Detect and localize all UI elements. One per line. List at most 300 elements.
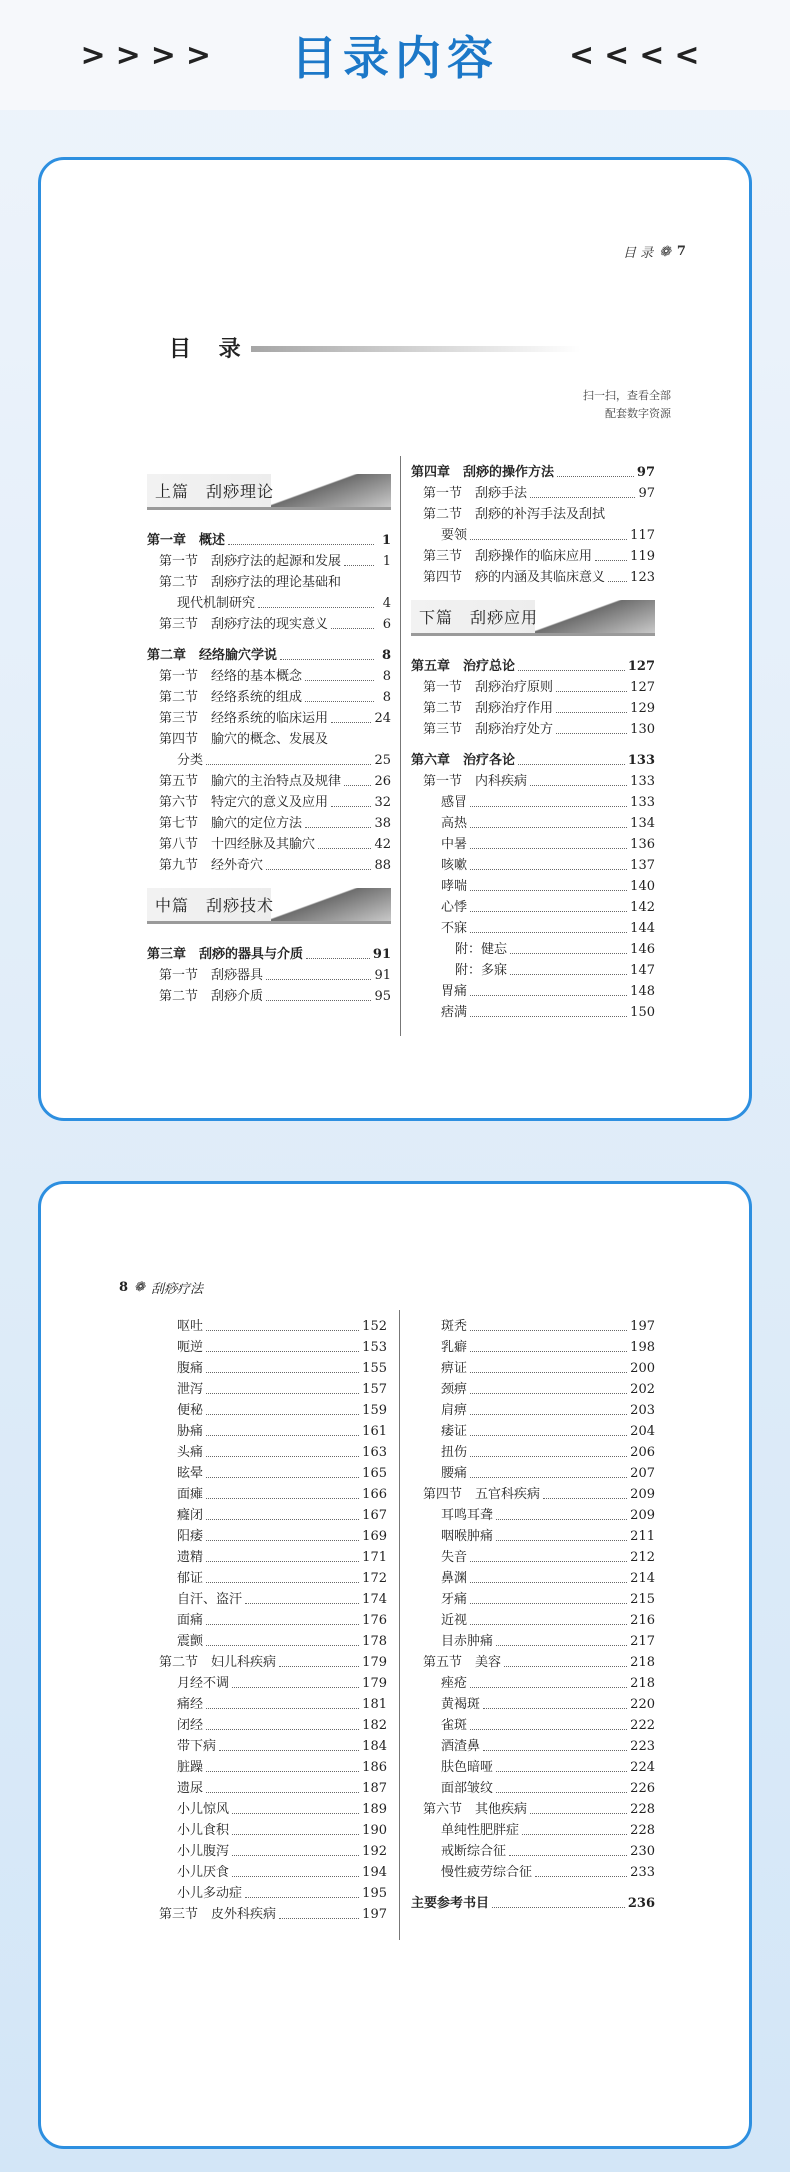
toc-entry-page: 212 (630, 1550, 655, 1565)
column-divider (400, 456, 401, 1036)
toc-entry-page: 165 (362, 1466, 387, 1481)
toc-entry-page: 6 (382, 617, 391, 632)
toc-entry-title: 第一节 刮痧手法 (423, 486, 528, 501)
toc-entry-page: 152 (362, 1319, 387, 1334)
dot-leader (206, 1708, 359, 1709)
toc-section-entry (147, 984, 391, 1005)
part-heading (147, 474, 391, 510)
dot-leader (266, 979, 371, 980)
toc-entry-page: 215 (630, 1592, 655, 1607)
toc-chapter-entry (411, 654, 655, 675)
toc-entry-page: 197 (362, 1907, 387, 1922)
toc-entry-title: 哮喘 (441, 879, 468, 894)
toc-entry-title: 痹证 (441, 1361, 468, 1376)
dot-leader (206, 1624, 359, 1625)
dot-leader (206, 1498, 359, 1499)
toc-entry-page: 147 (630, 963, 655, 978)
book-logo-icon: ❁ (134, 1280, 145, 1295)
toc-entry-title: 第二节 刮痧的补泻手法及刮拭 (423, 507, 606, 522)
dot-leader (219, 1750, 359, 1751)
dot-leader (206, 1729, 359, 1730)
toc-entry-title: 第三节 经络系统的临床运用 (159, 711, 329, 726)
running-head (119, 1278, 203, 1297)
dot-leader (496, 1645, 627, 1646)
toc-entry-continuation (147, 748, 391, 769)
toc-entry-title: 近视 (441, 1613, 468, 1628)
toc-entry-page: 129 (630, 701, 655, 716)
dot-leader (483, 1708, 627, 1709)
dot-leader (470, 1561, 627, 1562)
dot-leader (470, 1603, 627, 1604)
toc-chapter-entry (147, 528, 391, 549)
toc-topic-entry (411, 1713, 655, 1734)
toc-entry-title: 第四节 五官科疾病 (423, 1487, 541, 1502)
toc-entry-page: 91 (374, 968, 391, 983)
toc-section-entry (147, 811, 391, 832)
toc-entry-title: 小儿惊风 (177, 1802, 230, 1817)
dot-leader (206, 1477, 359, 1478)
toc-entry-page: 218 (630, 1676, 655, 1691)
running-head (623, 242, 686, 261)
toc-entry-page: 163 (362, 1445, 387, 1460)
toc-entry-page: 203 (630, 1403, 655, 1418)
toc-entry-page: 171 (362, 1550, 387, 1565)
toc-entry-title: 痤疮 (441, 1676, 468, 1691)
toc-entry-page: 148 (630, 984, 655, 999)
running-head-label: 刮痧疗法 (150, 1282, 203, 1297)
banner-title: 目录内容 (291, 31, 499, 85)
dot-leader (557, 476, 634, 477)
toc-entry-title: 牙痛 (441, 1592, 468, 1607)
toc-entry-page: 233 (630, 1865, 655, 1880)
toc-topic-entry (411, 790, 655, 811)
toc-entry-title: 带下病 (177, 1739, 217, 1754)
page-number: 8 (119, 1280, 129, 1295)
toc-topic-entry (411, 1356, 655, 1377)
dot-leader (470, 1582, 627, 1583)
toc-topic-entry (147, 1566, 387, 1587)
toc-section-entry (411, 544, 655, 565)
toc-entry-page: 198 (630, 1340, 655, 1355)
toc-entry-page: 88 (374, 858, 391, 873)
toc-topic-entry (411, 916, 655, 937)
toc-entry-page: 222 (630, 1718, 655, 1733)
toc-entry-title: 胁痛 (177, 1424, 204, 1439)
toc-entry-title: 第一节 刮痧治疗原则 (423, 680, 554, 695)
toc-entry-title: 附：健忘 (455, 942, 508, 957)
toc-topic-entry (411, 1398, 655, 1419)
toc-entry-title: 遗精 (177, 1550, 204, 1565)
toc-topic-entry (147, 1587, 387, 1608)
toc-entry-page: 144 (630, 921, 655, 936)
toc-topic-entry (411, 979, 655, 1000)
toc-entry-title: 戒断综合征 (441, 1844, 507, 1859)
toc-section-entry (411, 717, 655, 738)
toc-topic-entry (411, 1503, 655, 1524)
toc-topic-entry (411, 874, 655, 895)
toc-entry-page: 8 (382, 690, 391, 705)
toc-entry-title: 眩晕 (177, 1466, 204, 1481)
toc-entry-page: 167 (362, 1508, 387, 1523)
toc-entry-title: 阳痿 (177, 1529, 204, 1544)
toc-entry-title: 咽喉肿痛 (441, 1529, 494, 1544)
part-heading-ornament (271, 474, 391, 510)
toc-entry-page: 187 (362, 1781, 387, 1796)
toc-entry-title: 颈痹 (441, 1382, 468, 1397)
toc-topic-entry (411, 811, 655, 832)
toc-topic-entry (411, 1314, 655, 1335)
toc-entry-title: 头痛 (177, 1445, 204, 1460)
toc-topic-entry (411, 1524, 655, 1545)
dot-leader (206, 1540, 359, 1541)
toc-topic-entry (147, 1398, 387, 1419)
toc-entry-title: 第二节 刮痧介质 (159, 989, 264, 1004)
toc-topic-entry (411, 832, 655, 853)
dot-leader (206, 1330, 359, 1331)
toc-entry-title: 第六章 治疗各论 (411, 753, 516, 768)
toc-entry-page: 197 (630, 1319, 655, 1334)
toc-entry-page: 26 (374, 774, 391, 789)
toc-entry-page: 209 (630, 1508, 655, 1523)
toc-chapter-entry (411, 1891, 655, 1912)
toc-entry-title: 第二节 刮痧疗法的理论基础和 (159, 575, 342, 590)
toc-entry-title: 第三节 刮痧治疗处方 (423, 722, 554, 737)
toc-section-entry (147, 853, 391, 874)
toc-topic-entry (147, 1545, 387, 1566)
dot-leader (522, 1834, 627, 1835)
dot-leader (483, 1750, 627, 1751)
dot-leader (470, 995, 627, 996)
toc-entry-title: 癃闭 (177, 1508, 204, 1523)
toc-section-entry (411, 502, 655, 523)
dot-leader (331, 628, 374, 629)
toc-entry-title: 脏躁 (177, 1760, 204, 1775)
toc-entry-page: 190 (362, 1823, 387, 1838)
toc-entry-page: 184 (362, 1739, 387, 1754)
toc-entry-title: 小儿厌食 (177, 1865, 230, 1880)
toc-entry-page: 179 (362, 1655, 387, 1670)
toc-entry-title: 失音 (441, 1550, 468, 1565)
toc-topic-entry (411, 1566, 655, 1587)
toc-entry-continuation (411, 523, 655, 544)
toc-entry-page: 182 (362, 1718, 387, 1733)
toc-page-7 (38, 157, 752, 1121)
toc-entry-page: 200 (630, 1361, 655, 1376)
dot-leader (496, 1519, 627, 1520)
toc-section-entry (411, 565, 655, 586)
toc-entry-title: 第三节 刮痧疗法的现实意义 (159, 617, 329, 632)
toc-topic-entry (411, 1377, 655, 1398)
dot-leader (556, 712, 627, 713)
toc-entry-title: 第二节 经络系统的组成 (159, 690, 303, 705)
toc-entry-title: 小儿多动症 (177, 1886, 243, 1901)
toc-entry-page: 216 (630, 1613, 655, 1628)
toc-entry-title: 第一节 刮痧器具 (159, 968, 264, 983)
dot-leader (496, 1540, 627, 1541)
toc-chapter-entry (147, 942, 391, 963)
toc-entry-title: 第二章 经络腧穴学说 (147, 648, 278, 663)
toc-topic-entry (147, 1482, 387, 1503)
toc-right-column (411, 1314, 655, 1912)
dot-leader (228, 544, 374, 545)
dot-leader (518, 764, 625, 765)
dot-leader (556, 733, 627, 734)
toc-entry-page: 195 (362, 1886, 387, 1901)
dot-leader (530, 785, 627, 786)
toc-entry-title: 要领 (441, 528, 468, 543)
toc-entry-title: 斑秃 (441, 1319, 468, 1334)
toc-entry-page: 220 (630, 1697, 655, 1712)
toc-topic-entry (411, 1860, 655, 1881)
toc-entry-page: 32 (374, 795, 391, 810)
toc-entry-title: 面痛 (177, 1613, 204, 1628)
dot-leader (206, 1435, 359, 1436)
toc-entry-page: 133 (627, 753, 655, 768)
toc-entry-title: 第二节 刮痧治疗作用 (423, 701, 554, 716)
toc-entry-page: 230 (630, 1844, 655, 1859)
toc-entry-title: 第五章 治疗总论 (411, 659, 516, 674)
toc-section-entry (411, 1650, 655, 1671)
toc-entry-title: 面部皱纹 (441, 1781, 494, 1796)
toc-entry-title: 呃逆 (177, 1340, 204, 1355)
toc-entry-page: 179 (362, 1676, 387, 1691)
toc-entry-page: 194 (362, 1865, 387, 1880)
toc-topic-entry (147, 1629, 387, 1650)
dot-leader (232, 1687, 359, 1688)
dot-leader (266, 869, 371, 870)
toc-entry-page: 117 (630, 528, 655, 543)
toc-entry-page: 25 (374, 753, 391, 768)
dot-leader (470, 539, 627, 540)
dot-leader (344, 565, 374, 566)
toc-entry-title: 第七节 腧穴的定位方法 (159, 816, 303, 831)
toc-appendix-entry (411, 937, 655, 958)
toc-entry-page: 153 (362, 1340, 387, 1355)
toc-entry-title: 高热 (441, 816, 468, 831)
dot-leader (344, 785, 371, 786)
toc-section-entry (411, 769, 655, 790)
dot-leader (232, 1876, 359, 1877)
toc-topic-entry (147, 1818, 387, 1839)
toc-section-entry (147, 1650, 387, 1671)
part-heading-label: 下篇 刮痧应用 (419, 608, 539, 627)
toc-entry-title: 中暑 (441, 837, 468, 852)
toc-entry-page: 97 (636, 465, 655, 480)
toc-topic-entry (411, 1419, 655, 1440)
toc-topic-entry (147, 1608, 387, 1629)
toc-entry-page: 159 (362, 1403, 387, 1418)
toc-topic-entry (147, 1356, 387, 1377)
toc-left-column (147, 460, 391, 1005)
toc-topic-entry (147, 1314, 387, 1335)
toc-entry-page: 236 (627, 1896, 655, 1911)
toc-topic-entry (147, 1692, 387, 1713)
toc-entry-page: 174 (362, 1592, 387, 1607)
toc-entry-page: 214 (630, 1571, 655, 1586)
toc-topic-entry (411, 1671, 655, 1692)
toc-entry-page: 166 (362, 1487, 387, 1502)
toc-topic-entry (411, 1440, 655, 1461)
toc-entry-page: 38 (374, 816, 391, 831)
toc-section-entry (411, 1482, 655, 1503)
toc-section-entry (411, 696, 655, 717)
book-logo-icon: ❁ (659, 243, 671, 260)
dot-leader (496, 1771, 627, 1772)
toc-entry-title: 感冒 (441, 795, 468, 810)
dot-leader (504, 1666, 627, 1667)
toc-entry-page: 161 (362, 1424, 387, 1439)
toc-section-entry (147, 769, 391, 790)
toc-section-entry (411, 1797, 655, 1818)
toc-topic-entry (147, 1797, 387, 1818)
toc-entry-title: 乳癖 (441, 1340, 468, 1355)
heading-rule (251, 346, 581, 352)
qr-note-line1: 扫一扫，查看全部 (583, 389, 671, 402)
toc-entry-title: 第九节 经外奇穴 (159, 858, 264, 873)
dot-leader (470, 890, 627, 891)
toc-entry-title: 第六节 其他疾病 (423, 1802, 528, 1817)
dot-leader (206, 1582, 359, 1583)
toc-entry-continuation (147, 591, 391, 612)
toc-entry-page: 91 (372, 947, 391, 962)
dot-leader (470, 1687, 627, 1688)
toc-section-entry (147, 727, 391, 748)
toc-entry-page: 228 (630, 1823, 655, 1838)
toc-entry-title: 第四节 腧穴的概念、发展及 (159, 732, 329, 747)
toc-section-entry (147, 664, 391, 685)
dot-leader (318, 848, 371, 849)
toc-entry-title: 黄褐斑 (441, 1697, 481, 1712)
toc-entry-title: 第一节 内科疾病 (423, 774, 528, 789)
toc-entry-title: 第四章 刮痧的操作方法 (411, 465, 555, 480)
dot-leader (279, 1666, 359, 1667)
toc-section-entry (147, 549, 391, 570)
dot-leader (470, 1456, 627, 1457)
dot-leader (496, 1792, 627, 1793)
toc-topic-entry (147, 1524, 387, 1545)
dot-leader (470, 932, 627, 933)
toc-topic-entry (147, 1713, 387, 1734)
toc-entry-title: 第六节 特定穴的意义及应用 (159, 795, 329, 810)
toc-entry-title: 痿证 (441, 1424, 468, 1439)
toc-entry-page: 130 (630, 722, 655, 737)
toc-entry-title: 目赤肿痛 (441, 1634, 494, 1649)
toc-topic-entry (147, 1377, 387, 1398)
dot-leader (331, 806, 371, 807)
toc-entry-page: 123 (630, 570, 655, 585)
dot-leader (206, 764, 371, 765)
toc-entry-page: 133 (630, 795, 655, 810)
toc-entry-title: 月经不调 (177, 1676, 230, 1691)
dot-leader (595, 560, 627, 561)
toc-entry-page: 157 (362, 1382, 387, 1397)
toc-entry-page: 146 (630, 942, 655, 957)
dot-leader (280, 659, 374, 660)
toc-page-8 (38, 1181, 752, 2149)
toc-entry-title: 现代机制研究 (177, 596, 256, 611)
toc-entry-page: 192 (362, 1844, 387, 1859)
toc-entry-page: 134 (630, 816, 655, 831)
toc-chapter-entry (147, 643, 391, 664)
toc-entry-page: 127 (627, 659, 655, 674)
toc-entry-page: 218 (630, 1655, 655, 1670)
toc-entry-title: 郁证 (177, 1571, 204, 1586)
toc-entry-page: 133 (630, 774, 655, 789)
toc-topic-entry (147, 1440, 387, 1461)
toc-topic-entry (147, 1503, 387, 1524)
dot-leader (470, 911, 627, 912)
toc-entry-title: 小儿腹泻 (177, 1844, 230, 1859)
toc-entry-page: 181 (362, 1697, 387, 1712)
part-heading-ornament (535, 600, 655, 636)
dot-leader (470, 1016, 627, 1017)
toc-entry-title: 不寐 (441, 921, 468, 936)
toc-entry-page: 211 (630, 1529, 655, 1544)
toc-entry-page: 42 (374, 837, 391, 852)
toc-entry-title: 咳嗽 (441, 858, 468, 873)
toc-section-entry (147, 963, 391, 984)
toc-entry-title: 分类 (177, 753, 204, 768)
toc-section-entry (411, 675, 655, 696)
toc-entry-title: 第一节 刮痧疗法的起源和发展 (159, 554, 342, 569)
toc-entry-title: 便秘 (177, 1403, 204, 1418)
dot-leader (206, 1393, 359, 1394)
dot-leader (470, 1477, 627, 1478)
toc-entry-title: 第四节 痧的内涵及其临床意义 (423, 570, 606, 585)
dot-leader (206, 1645, 359, 1646)
dot-leader (305, 701, 374, 702)
dot-leader (509, 1855, 627, 1856)
toc-entry-title: 胃痛 (441, 984, 468, 999)
toc-entry-title: 第一节 经络的基本概念 (159, 669, 303, 684)
toc-section-entry (147, 790, 391, 811)
toc-entry-page: 1 (381, 533, 391, 548)
toc-entry-title: 鼻渊 (441, 1571, 468, 1586)
toc-entry-page: 8 (382, 669, 391, 684)
dot-leader (556, 691, 627, 692)
toc-topic-entry (411, 1608, 655, 1629)
toc-entry-page: 169 (362, 1529, 387, 1544)
dot-leader (608, 581, 627, 582)
toc-topic-entry (411, 1545, 655, 1566)
toc-entry-title: 小儿食积 (177, 1823, 230, 1838)
dot-leader (470, 1372, 627, 1373)
toc-entry-title: 扭伤 (441, 1445, 468, 1460)
toc-entry-page: 204 (630, 1424, 655, 1439)
toc-entry-page: 207 (630, 1466, 655, 1481)
toc-entry-page: 226 (630, 1781, 655, 1796)
dot-leader (245, 1603, 359, 1604)
page-number: 7 (676, 244, 686, 259)
qr-note-line2: 配套数字资源 (605, 407, 671, 420)
toc-entry-title: 雀斑 (441, 1718, 468, 1733)
dot-leader (470, 848, 627, 849)
toc-entry-page: 217 (630, 1634, 655, 1649)
toc-entry-page: 136 (630, 837, 655, 852)
dot-leader (258, 607, 374, 608)
toc-topic-entry (147, 1461, 387, 1482)
toc-topic-entry (411, 1461, 655, 1482)
toc-entry-title: 附：多寐 (455, 963, 508, 978)
toc-entry-page: 228 (630, 1802, 655, 1817)
banner (0, 0, 790, 110)
dot-leader (305, 680, 374, 681)
toc-entry-title: 酒渣鼻 (441, 1739, 481, 1754)
toc-entry-page: 137 (630, 858, 655, 873)
dot-leader (232, 1855, 359, 1856)
toc-entry-page: 8 (381, 648, 391, 663)
dot-leader (331, 722, 371, 723)
